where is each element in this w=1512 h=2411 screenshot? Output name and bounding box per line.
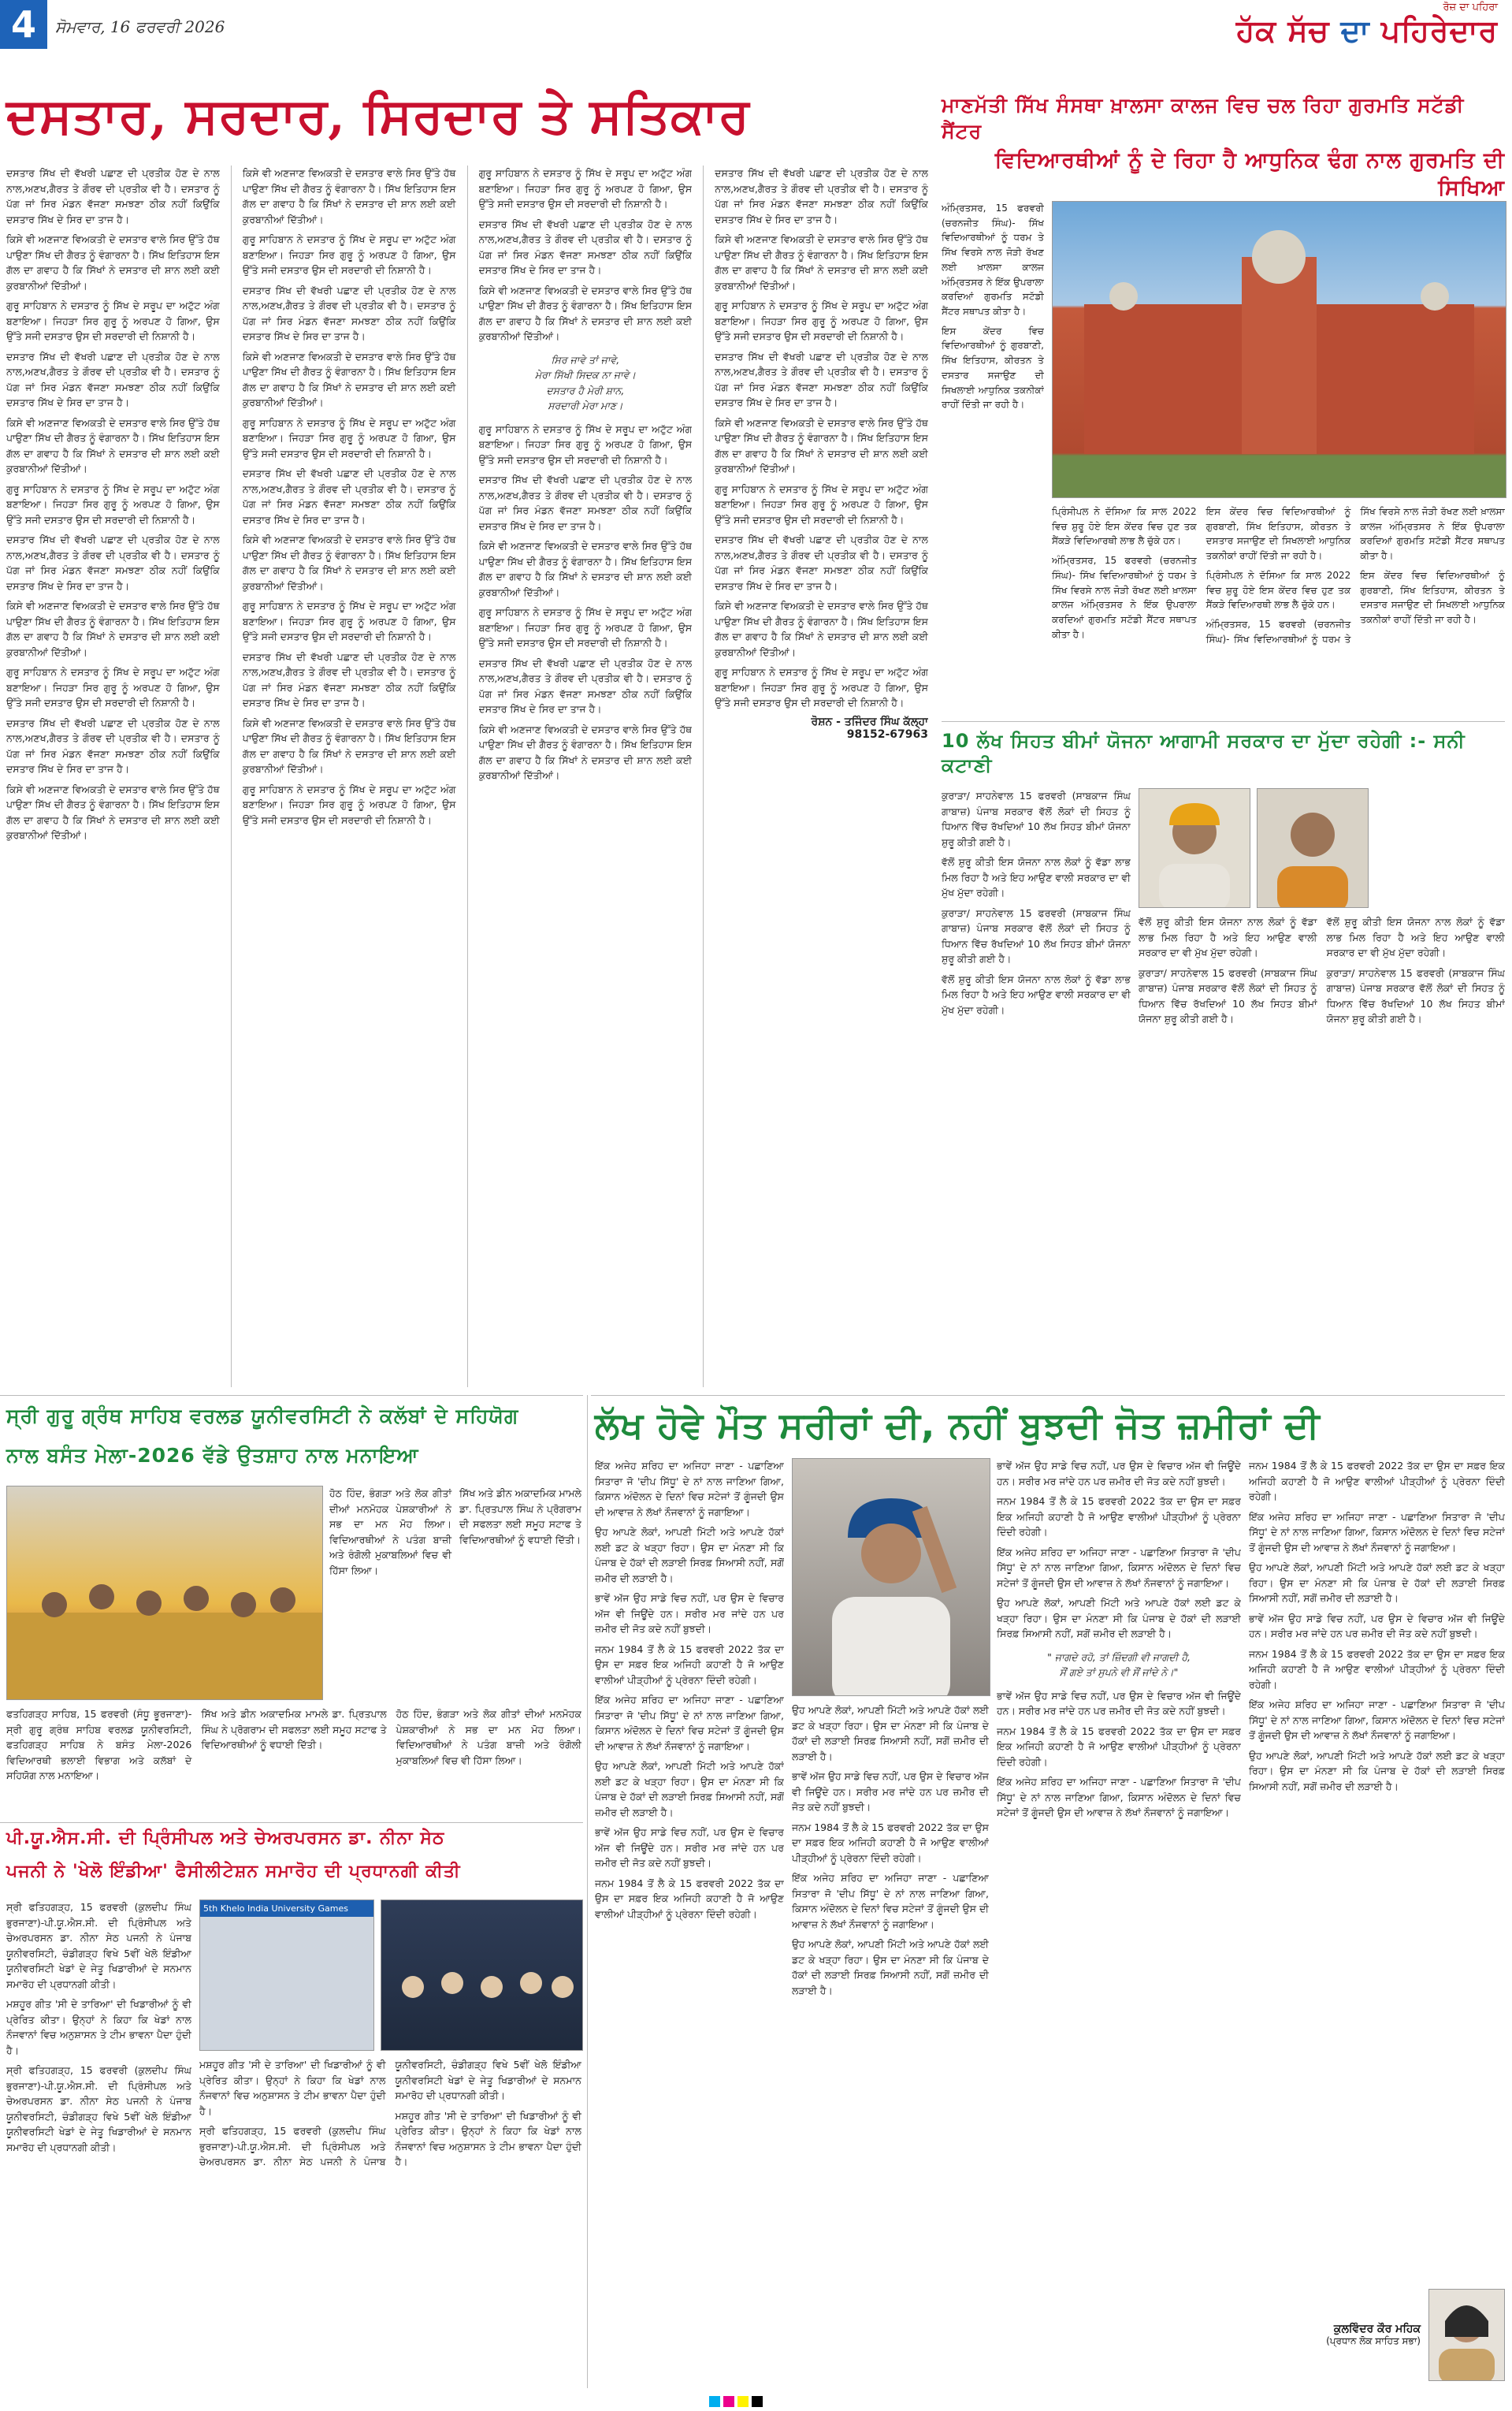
article6-col-1 (595, 1458, 784, 2388)
article6-para: ਇੱਕ ਅਜੇਹ ਸ਼ਰਿਹ ਦਾ ਅਜਿਹਾ ਜਾਣਾ - ਪਛਾਣਿਆ ਸਿਤਾਰਾ ਜੋ 'ਦੀਪ ਸਿੱਧੂ' ਦੇ ਨਾਂ ਨਾਲ ਜਾਣਿਆ ਗਿਆ, ਕਿਸਾਨ ਅੰਦੋਲਨ ਦੇ ਦਿਨਾਂ ਵਿਚ ਸਟੇਜਾਂ ਤੋਂ ਗੂੰਜਦੀ ਉਸ ਦੀ ਆਵਾਜ਼ ਨੇ ਲੱਖਾਂ ਨੌਜਵਾਨਾਂ ਨੂੰ ਜਗਾਇਆ। (792, 1872, 989, 1930)
article1-para: ਕਿਸੇ ਵੀ ਅਣਜਾਣ ਵਿਅਕਤੀ ਦੇ ਦਸਤਾਰ ਵਾਲੇ ਸਿਰ ਉੱਤੇ ਹੱਥ ਪਾਉਣਾ ਸਿੱਖ ਦੀ ਗੈਰਤ ਨੂੰ ਵੰਗਾਰਨਾ ਹੈ। ਸਿੱਖ ਇਤਿਹਾਸ ਇਸ ਗੱਲ ਦਾ ਗਵਾਹ ਹੈ ਕਿ ਸਿੱਖਾਂ ਨੇ ਦਸਤਾਰ ਦੀ ਸ਼ਾਨ ਲਈ ਕਈ ਕੁਰਬਾਨੀਆਂ ਦਿੱਤੀਆਂ। (6, 233, 220, 292)
group-photo-icon (381, 1900, 582, 2050)
article6-col-4 (1249, 1458, 1505, 2278)
article1-para: ਗੁਰੂ ਸਾਹਿਬਾਨ ਨੇ ਦਸਤਾਰ ਨੂੰ ਸਿੱਖ ਦੇ ਸਰੂਪ ਦਾ ਅਟੁੱਟ ਅੰਗ ਬਣਾਇਆ। ਜਿਹੜਾ ਸਿਰ ਗੁਰੂ ਨੂੰ ਅਰਪਣ ਹੋ ਗਿਆ, ਉਸ ਉੱਤੇ ਸਜੀ ਦਸਤਾਰ ਉਸ ਦੀ ਸਰਦਾਰੀ ਦੀ ਨਿਸ਼ਾਨੀ ਹੈ। (6, 482, 220, 526)
poem-line: ਸਿਰ ਜਾਵੇ ਤਾਂ ਜਾਵੇ, (551, 353, 620, 366)
page-number: 4 (0, 0, 47, 49)
article6-para: ਇੱਕ ਅਜੇਹ ਸ਼ਰਿਹ ਦਾ ਅਜਿਹਾ ਜਾਣਾ - ਪਛਾਣਿਆ ਸਿਤਾਰਾ ਜੋ 'ਦੀਪ ਸਿੱਧੂ' ਦੇ ਨਾਂ ਨਾਲ ਜਾਣਿਆ ਗਿਆ, ਕਿਸਾਨ ਅੰਦੋਲਨ ਦੇ ਦਿਨਾਂ ਵਿਚ ਸਟੇਜਾਂ ਤੋਂ ਗੂੰਜਦੀ ਉਸ ਦੀ ਆਵਾਜ਼ ਨੇ ਲੱਖਾਂ ਨੌਜਵਾਨਾਂ ਨੂੰ ਜਗਾਇਆ। (595, 1460, 784, 1518)
article6-para: ਭਾਵੇਂ ਅੱਜ ਉਹ ਸਾਡੇ ਵਿਚ ਨਹੀਂ, ਪਰ ਉਸ ਦੇ ਵਿਚਾਰ ਅੱਜ ਵੀ ਜਿਊਂਦੇ ਹਨ। ਸਰੀਰ ਮਰ ਜਾਂਦੇ ਹਨ ਪਰ ਜ਼ਮੀਰ ਦੀ ਜੋਤ ਕਦੇ ਨਹੀਂ ਬੁਝਦੀ। (997, 1460, 1241, 1487)
article1-col-1 (6, 166, 220, 1387)
article3-para: ਵੱਲੋਂ ਸ਼ੁਰੂ ਕੀਤੀ ਇਸ ਯੋਜਨਾ ਨਾਲ ਲੋਕਾਂ ਨੂੰ ਵੱਡਾ ਲਾਭ ਮਿਲ ਰਿਹਾ ਹੈ ਅਤੇ ਇਹ ਆਉਣ ਵਾਲੀ ਸਰਕਾਰ ਦਾ ਵੀ ਮੁੱਖ ਮੁੱਦਾ ਰਹੇਗੀ। (942, 856, 1131, 899)
article6-para: ਜਨਮ 1984 ਤੋਂ ਲੈ ਕੇ 15 ਫਰਵਰੀ 2022 ਤੱਕ ਦਾ ਉਸ ਦਾ ਸਫ਼ਰ ਇਕ ਅਜਿਹੀ ਕਹਾਣੀ ਹੈ ਜੋ ਆਉਣ ਵਾਲੀਆਂ ਪੀੜ੍ਹੀਆਂ ਨੂੰ ਪ੍ਰੇਰਨਾ ਦਿੰਦੀ ਰਹੇਗੀ। (997, 1725, 1241, 1768)
article2-headline-2: ਵਿਦਿਆਰਥੀਆਂ ਨੂੰ ਦੇ ਰਿਹਾ ਹੈ ਆਧੁਨਿਕ ਢੰਗ ਨਾਲ ਗੁਰਮਤਿ ਦੀ ਸਿਖਿਆ (994, 148, 1505, 201)
article3-para: ਕੁਰਾੜਾ/ ਸਾਹਨੇਵਾਲ 15 ਫਰਵਰੀ (ਸਾਬਕਾਜ ਸਿੰਘ ਗਾਬਾਜ਼) ਪੰਜਾਬ ਸਰਕਾਰ ਵੱਲੋਂ ਲੋਕਾਂ ਦੀ ਸਿਹਤ ਨੂੰ ਧਿਆਨ ਵਿੱਚ ਰੱਖਦਿਆਂ 10 ਲੱਖ ਸਿਹਤ ਬੀਮਾਂ ਯੋਜਨਾ ਸ਼ੁਰੂ ਕੀਤੀ ਗਈ ਹੈ। (942, 790, 1131, 848)
masthead-part-a: ਹੱਕ ਸੱਚ (1235, 13, 1341, 48)
poem-line: ਦਸਤਾਰ ਹੈ ਮੇਰੀ ਸ਼ਾਨ, (546, 384, 625, 396)
poem-line: ਸਰਦਾਰੀ ਮੇਰਾ ਮਾਣ। (548, 400, 623, 411)
article6-para: ਭਾਵੇਂ ਅੱਜ ਉਹ ਸਾਡੇ ਵਿਚ ਨਹੀਂ, ਪਰ ਉਸ ਦੇ ਵਿਚਾਰ ਅੱਜ ਵੀ ਜਿਊਂਦੇ ਹਨ। ਸਰੀਰ ਮਰ ਜਾਂਦੇ ਹਨ ਪਰ ਜ਼ਮੀਰ ਦੀ ਜੋਤ ਕਦੇ ਨਹੀਂ ਬੁਝਦੀ। (1249, 1612, 1505, 1639)
person-icon (1429, 2290, 1504, 2380)
black-swatch (752, 2396, 763, 2407)
article1-para: ਦਸਤਾਰ ਸਿੱਖ ਦੀ ਵੱਖਰੀ ਪਛਾਣ ਦੀ ਪ੍ਰਤੀਕ ਹੋਣ ਦੇ ਨਾਲ ਨਾਲ,ਅਣਖ,ਗੈਰਤ ਤੇ ਗੌਰਵ ਦੀ ਪ੍ਰਤੀਕ ਵੀ ਹੈ। ਦਸਤਾਰ ਨੂੰ ਪੱਗ ਜਾਂ ਸਿਰ ਮੰਡਨ ਵੱਜਣਾ ਸਮਝਣਾ ਠੀਕ ਨਹੀਂ ਕਿਉਂਕਿ ਦਸਤਾਰ ਸਿੱਖ ਦੇ ਸਿਰ ਦਾ ਤਾਜ ਹੈ। (242, 284, 456, 342)
article6-para: ਉਹ ਆਪਣੇ ਲੋਕਾਂ, ਆਪਣੀ ਮਿੱਟੀ ਅਤੇ ਆਪਣੇ ਹੱਕਾਂ ਲਈ ਡਟ ਕੇ ਖੜ੍ਹਾ ਰਿਹਾ। ਉਸ ਦਾ ਮੰਨਣਾ ਸੀ ਕਿ ਪੰਜਾਬ ਦੇ ਹੱਕਾਂ ਦੀ ਲੜਾਈ ਸਿਰਫ਼ ਸਿਆਸੀ ਨਹੀਂ, ਸਗੋਂ ਜ਼ਮੀਰ ਦੀ ਲੜਾਈ ਹੈ। (792, 1938, 989, 1996)
article6-para: ਉਹ ਆਪਣੇ ਲੋਕਾਂ, ਆਪਣੀ ਮਿੱਟੀ ਅਤੇ ਆਪਣੇ ਹੱਕਾਂ ਲਈ ਡਟ ਕੇ ਖੜ੍ਹਾ ਰਿਹਾ। ਉਸ ਦਾ ਮੰਨਣਾ ਸੀ ਕਿ ਪੰਜਾਬ ਦੇ ਹੱਕਾਂ ਦੀ ਲੜਾਈ ਸਿਰਫ਼ ਸਿਆਸੀ ਨਹੀਂ, ਸਗੋਂ ਜ਼ਮੀਰ ਦੀ ਲੜਾਈ ਹੈ। (1249, 1749, 1505, 1792)
article1-para: ਕਿਸੇ ਵੀ ਅਣਜਾਣ ਵਿਅਕਤੀ ਦੇ ਦਸਤਾਰ ਵਾਲੇ ਸਿਰ ਉੱਤੇ ਹੱਥ ਪਾਉਣਾ ਸਿੱਖ ਦੀ ਗੈਰਤ ਨੂੰ ਵੰਗਾਰਨਾ ਹੈ। ਸਿੱਖ ਇਤਿਹਾਸ ਇਸ ਗੱਲ ਦਾ ਗਵਾਹ ਹੈ ਕਿ ਸਿੱਖਾਂ ਨੇ ਦਸਤਾਰ ਦੀ ਸ਼ਾਨ ਲਈ ਕਈ ਕੁਰਬਾਨੀਆਂ ਦਿੱਤੀਆਂ। (478, 723, 693, 781)
quote-line: " ਜਾਗਦੇ ਰਹੋ, ਤਾਂ ਜ਼ਿੰਦਗੀ ਵੀ ਜਾਗਦੀ ਹੈ, (1047, 1650, 1191, 1663)
article6-para: ਇੱਕ ਅਜੇਹ ਸ਼ਰਿਹ ਦਾ ਅਜਿਹਾ ਜਾਣਾ - ਪਛਾਣਿਆ ਸਿਤਾਰਾ ਜੋ 'ਦੀਪ ਸਿੱਧੂ' ਦੇ ਨਾਂ ਨਾਲ ਜਾਣਿਆ ਗਿਆ, ਕਿਸਾਨ ਅੰਦੋਲਨ ਦੇ ਦਿਨਾਂ ਵਿਚ ਸਟੇਜਾਂ ਤੋਂ ਗੂੰਜਦੀ ਉਸ ਦੀ ਆਵਾਜ਼ ਨੇ ਲੱਖਾਂ ਨੌਜਵਾਨਾਂ ਨੂੰ ਜਗਾਇਆ। (997, 1776, 1241, 1818)
article4-col-bottom (6, 1706, 581, 1817)
article5-para: ਸ੍ਰੀ ਫਤਿਹਗੜ੍ਹ, 15 ਫਰਵਰੀ (ਕੁਲਦੀਪ ਸਿੰਘ ਭੁਰਜਾਣਾ)-ਪੀ.ਯੂ.ਐਸ.ਸੀ. ਦੀ ਪ੍ਰਿੰਸੀਪਲ ਅਤੇ ਚੇਅਰਪਰਸਨ ਡਾ. ਨੀਨਾ ਸੇਠ ਪਜਨੀ ਨੇ ਪੰਜਾਬ ਯੂਨੀਵਰਸਿਟੀ, ਚੰਡੀਗੜ੍ਹ ਵਿਖੇ 5ਵੀਂ ਖੇਲੋ ਇੰਡੀਆ ਯੂਨੀਵਰਸਿਟੀ ਖੇਡਾਂ ਦੇ ਜੇਤੂ ਖਿਡਾਰੀਆਂ ਦੇ ਸਨਮਾਨ ਸਮਾਰੋਹ ਦੀ ਪ੍ਰਧਾਨਗੀ ਕੀਤੀ। (199, 2059, 581, 2167)
article6-col-2 (792, 1702, 989, 2388)
article1-para: ਗੁਰੂ ਸਾਹਿਬਾਨ ਨੇ ਦਸਤਾਰ ਨੂੰ ਸਿੱਖ ਦੇ ਸਰੂਪ ਦਾ ਅਟੁੱਟ ਅੰਗ ਬਣਾਇਆ। ਜਿਹੜਾ ਸਿਰ ਗੁਰੂ ਨੂੰ ਅਰਪਣ ਹੋ ਗਿਆ, ਉਸ ਉੱਤੇ ਸਜੀ ਦਸਤਾਰ ਉਸ ਦੀ ਸਰਦਾਰੀ ਦੀ ਨਿਸ਼ਾਨੀ ਹੈ। (478, 167, 693, 210)
khalsa-college-photo (1052, 201, 1506, 498)
person-icon (1139, 789, 1250, 907)
group-photo-icon (7, 1486, 322, 1699)
basant-mela-photo (6, 1486, 323, 1700)
column-divider (467, 166, 468, 1387)
article5-headline-1: ਪੀ.ਯੂ.ਐਸ.ਸੀ. ਦੀ ਪ੍ਰਿੰਸੀਪਲ ਅਤੇ ਚੇਅਰਪਰਸਨ ਡਾ. ਨੀਨਾ ਸੇਠ (6, 1829, 445, 1848)
article1-para: ਗੁਰੂ ਸਾਹਿਬਾਨ ਨੇ ਦਸਤਾਰ ਨੂੰ ਸਿੱਖ ਦੇ ਸਰੂਪ ਦਾ ਅਟੁੱਟ ਅੰਗ ਬਣਾਇਆ। ਜਿਹੜਾ ਸਿਰ ਗੁਰੂ ਨੂੰ ਅਰਪਣ ਹੋ ਗਿਆ, ਉਸ ਉੱਤੇ ਸਜੀ ਦਸਤਾਰ ਉਸ ਦੀ ਸਰਦਾਰੀ ਦੀ ਨਿਸ਼ਾਨੀ ਹੈ। (242, 600, 456, 642)
article2-para: ਅੰਮ੍ਰਿਤਸਰ, 15 ਫਰਵਰੀ (ਚਰਨਜੀਤ ਸਿੰਘ)- ਸਿੱਖ ਵਿਦਿਆਰਥੀਆਂ ਨੂੰ ਧਰਮ ਤੇ ਸਿੱਖ ਵਿਰਸੇ ਨਾਲ ਜੋੜੀ ਰੱਖਣ ਲਈ ਖ਼ਾਲਸਾ ਕਾਲਜ ਅੰਮ੍ਰਿਤਸਰ ਨੇ ਇੱਕ ਉਪਰਾਲਾ ਕਰਦਿਆਂ ਗੁਰਮਤਿ ਸਟੱਡੀ ਸੈਂਟਰ ਸਥਾਪਤ ਕੀਤਾ ਹੈ। (1206, 506, 1505, 645)
masthead-title (1236, 13, 1498, 49)
article4-headline-1: ਸ੍ਰੀ ਗੁਰੂ ਗ੍ਰੰਥ ਸਾਹਿਬ ਵਰਲਡ ਯੂਨੀਵਰਸਿਟੀ ਨੇ ਕਲੱਬਾਂ ਦੇ ਸਹਿਯੋਗ (6, 1405, 519, 1427)
article1-para: ਗੁਰੂ ਸਾਹਿਬਾਨ ਨੇ ਦਸਤਾਰ ਨੂੰ ਸਿੱਖ ਦੇ ਸਰੂਪ ਦਾ ਅਟੁੱਟ ਅੰਗ ਬਣਾਇਆ। ਜਿਹੜਾ ਸਿਰ ਗੁਰੂ ਨੂੰ ਅਰਪਣ ਹੋ ਗਿਆ, ਉਸ ਉੱਤੇ ਸਜੀ ਦਸਤਾਰ ਉਸ ਦੀ ਸਰਦਾਰੀ ਦੀ ਨਿਸ਼ਾਨੀ ਹੈ। (478, 606, 693, 649)
column-divider (587, 1395, 588, 2388)
article1-para: ਦਸਤਾਰ ਸਿੱਖ ਦੀ ਵੱਖਰੀ ਪਛਾਣ ਦੀ ਪ੍ਰਤੀਕ ਹੋਣ ਦੇ ਨਾਲ ਨਾਲ,ਅਣਖ,ਗੈਰਤ ਤੇ ਗੌਰਵ ਦੀ ਪ੍ਰਤੀਕ ਵੀ ਹੈ। ਦਸਤਾਰ ਨੂੰ ਪੱਗ ਜਾਂ ਸਿਰ ਮੰਡਨ ਵੱਜਣਾ ਸਮਝਣਾ ਠੀਕ ਨਹੀਂ ਕਿਉਂਕਿ ਦਸਤਾਰ ਸਿੱਖ ਦੇ ਸਿਰ ਦਾ ਤਾਜ ਹੈ। (478, 657, 693, 715)
article2-lower (1052, 504, 1505, 713)
article1-para: ਗੁਰੂ ਸਾਹਿਬਾਨ ਨੇ ਦਸਤਾਰ ਨੂੰ ਸਿੱਖ ਦੇ ਸਰੂਪ ਦਾ ਅਟੁੱਟ ਅੰਗ ਬਣਾਇਆ। ਜਿਹੜਾ ਸਿਰ ਗੁਰੂ ਨੂੰ ਅਰਪਣ ਹੋ ਗਿਆ, ਉਸ ਉੱਤੇ ਸਜੀ ਦਸਤਾਰ ਉਸ ਦੀ ਸਰਦਾਰੀ ਦੀ ਨਿਸ਼ਾਨੀ ਹੈ। (242, 233, 456, 276)
article3-para: ਕੁਰਾੜਾ/ ਸਾਹਨੇਵਾਲ 15 ਫਰਵਰੀ (ਸਾਬਕਾਜ ਸਿੰਘ ਗਾਬਾਜ਼) ਪੰਜਾਬ ਸਰਕਾਰ ਵੱਲੋਂ ਲੋਕਾਂ ਦੀ ਸਿਹਤ ਨੂੰ ਧਿਆਨ ਵਿੱਚ ਰੱਖਦਿਆਂ 10 ਲੱਖ ਸਿਹਤ ਬੀਮਾਂ ਯੋਜਨਾ ਸ਼ੁਰੂ ਕੀਤੀ ਗਈ ਹੈ। (942, 906, 1131, 965)
article6-para: ਉਹ ਆਪਣੇ ਲੋਕਾਂ, ਆਪਣੀ ਮਿੱਟੀ ਅਤੇ ਆਪਣੇ ਹੱਕਾਂ ਲਈ ਡਟ ਕੇ ਖੜ੍ਹਾ ਰਿਹਾ। ਉਸ ਦਾ ਮੰਨਣਾ ਸੀ ਕਿ ਪੰਜਾਬ ਦੇ ਹੱਕਾਂ ਦੀ ਲੜਾਈ ਸਿਰਫ਼ ਸਿਆਸੀ ਨਹੀਂ, ਸਗੋਂ ਜ਼ਮੀਰ ਦੀ ਲੜਾਈ ਹੈ। (792, 1704, 989, 1762)
article1-para: ਦਸਤਾਰ ਸਿੱਖ ਦੀ ਵੱਖਰੀ ਪਛਾਣ ਦੀ ਪ੍ਰਤੀਕ ਹੋਣ ਦੇ ਨਾਲ ਨਾਲ,ਅਣਖ,ਗੈਰਤ ਤੇ ਗੌਰਵ ਦੀ ਪ੍ਰਤੀਕ ਵੀ ਹੈ। ਦਸਤਾਰ ਨੂੰ ਪੱਗ ਜਾਂ ਸਿਰ ਮੰਡਨ ਵੱਜਣਾ ਸਮਝਣਾ ਠੀਕ ਨਹੀਂ ਕਿਉਂਕਿ ਦਸਤਾਰ ਸਿੱਖ ਦੇ ਸਿਰ ਦਾ ਤਾਜ ਹੈ। (478, 474, 693, 532)
article6-author: ਕੁਲਵਿੰਦਰ ਕੌਰ ਮਹਿਕ (1333, 2323, 1421, 2335)
masthead-part-c: ਪਹਿਰੇਦਾਰ (1369, 13, 1498, 48)
article5-para: ਮਸ਼ਹੂਰ ਗੀਤ 'ਸੀ ਦੇ ਤਾਰਿਆ' ਦੀ ਖਿਡਾਰੀਆਂ ਨੂੰ ਵੀ ਪ੍ਰੇਰਿਤ ਕੀਤਾ। ਉਨ੍ਹਾਂ ਨੇ ਕਿਹਾ ਕਿ ਖੇਡਾਂ ਨਾਲ ਨੌਜਵਾਨਾਂ ਵਿਚ ਅਨੁਸ਼ਾਸਨ ਤੇ ਟੀਮ ਭਾਵਨਾ ਪੈਦਾ ਹੁੰਦੀ ਹੈ। (395, 2109, 581, 2167)
article5-para: ਸ੍ਰੀ ਫਤਿਹਗੜ੍ਹ, 15 ਫਰਵਰੀ (ਕੁਲਦੀਪ ਸਿੰਘ ਭੁਰਜਾਣਾ)-ਪੀ.ਯੂ.ਐਸ.ਸੀ. ਦੀ ਪ੍ਰਿੰਸੀਪਲ ਅਤੇ ਚੇਅਰਪਰਸਨ ਡਾ. ਨੀਨਾ ਸੇਠ ਪਜਨੀ ਨੇ ਪੰਜਾਬ ਯੂਨੀਵਰਸਿਟੀ, ਚੰਡੀਗੜ੍ਹ ਵਿਖੇ 5ਵੀਂ ਖੇਲੋ ਇੰਡੀਆ ਯੂਨੀਵਰਸਿਟੀ ਖੇਡਾਂ ਦੇ ਜੇਤੂ ਖਿਡਾਰੀਆਂ ਦੇ ਸਨਮਾਨ ਸਮਾਰੋਹ ਦੀ ਪ੍ਰਧਾਨਗੀ ਕੀਤੀ। (6, 2064, 191, 2153)
article1-para: ਕਿਸੇ ਵੀ ਅਣਜਾਣ ਵਿਅਕਤੀ ਦੇ ਦਸਤਾਰ ਵਾਲੇ ਸਿਰ ਉੱਤੇ ਹੱਥ ਪਾਉਣਾ ਸਿੱਖ ਦੀ ਗੈਰਤ ਨੂੰ ਵੰਗਾਰਨਾ ਹੈ। ਸਿੱਖ ਇਤਿਹਾਸ ਇਸ ਗੱਲ ਦਾ ਗਵਾਹ ਹੈ ਕਿ ਸਿੱਖਾਂ ਨੇ ਦਸਤਾਰ ਦੀ ਸ਼ਾਨ ਲਈ ਕਈ ਕੁਰਬਾਨੀਆਂ ਦਿੱਤੀਆਂ। (478, 284, 693, 342)
article6-para: ਇੱਕ ਅਜੇਹ ਸ਼ਰਿਹ ਦਾ ਅਜਿਹਾ ਜਾਣਾ - ਪਛਾਣਿਆ ਸਿਤਾਰਾ ਜੋ 'ਦੀਪ ਸਿੱਧੂ' ਦੇ ਨਾਂ ਨਾਲ ਜਾਣਿਆ ਗਿਆ, ਕਿਸਾਨ ਅੰਦੋਲਨ ਦੇ ਦਿਨਾਂ ਵਿਚ ਸਟੇਜਾਂ ਤੋਂ ਗੂੰਜਦੀ ਉਸ ਦੀ ਆਵਾਜ਼ ਨੇ ਲੱਖਾਂ ਨੌਜਵਾਨਾਂ ਨੂੰ ਜਗਾਇਆ। (1249, 1510, 1505, 1553)
article1-para: ਕਿਸੇ ਵੀ ਅਣਜਾਣ ਵਿਅਕਤੀ ਦੇ ਦਸਤਾਰ ਵਾਲੇ ਸਿਰ ਉੱਤੇ ਹੱਥ ਪਾਉਣਾ ਸਿੱਖ ਦੀ ਗੈਰਤ ਨੂੰ ਵੰਗਾਰਨਾ ਹੈ। ਸਿੱਖ ਇਤਿਹਾਸ ਇਸ ਗੱਲ ਦਾ ਗਵਾਹ ਹੈ ਕਿ ਸਿੱਖਾਂ ਨੇ ਦਸਤਾਰ ਦੀ ਸ਼ਾਨ ਲਈ ਕਈ ਕੁਰਬਾਨੀਆਂ ਦਿੱਤੀਆਂ। (242, 716, 456, 775)
article6-para: ਜਨਮ 1984 ਤੋਂ ਲੈ ਕੇ 15 ਫਰਵਰੀ 2022 ਤੱਕ ਦਾ ਉਸ ਦਾ ਸਫ਼ਰ ਇਕ ਅਜਿਹੀ ਕਹਾਣੀ ਹੈ ਜੋ ਆਉਣ ਵਾਲੀਆਂ ਪੀੜ੍ਹੀਆਂ ਨੂੰ ਪ੍ਰੇਰਨਾ ਦਿੰਦੀ ਰਹੇਗੀ। (997, 1495, 1241, 1538)
article4-para: ਫਤਹਿਗੜ੍ਹ ਸਾਹਿਬ, 15 ਫਰਵਰੀ (ਸੰਧੂ ਭੂਰਜਾਣਾ)-ਸ੍ਰੀ ਗੁਰੂ ਗ੍ਰੰਥ ਸਾਹਿਬ ਵਰਲਡ ਯੂਨੀਵਰਸਿਟੀ, ਫਤਹਿਗੜ੍ਹ ਸਾਹਿਬ ਨੇ ਬਸੰਤ ਮੇਲਾ-2026 ਵਿਦਿਆਰਥੀ ਭਲਾਈ ਵਿਭਾਗ ਅਤੇ ਕਲੱਬਾਂ ਦੇ ਸਹਿਯੋਗ ਨਾਲ ਮਨਾਇਆ। (6, 1708, 192, 1781)
article1-para: ਗੁਰੂ ਸਾਹਿਬਾਨ ਨੇ ਦਸਤਾਰ ਨੂੰ ਸਿੱਖ ਦੇ ਸਰੂਪ ਦਾ ਅਟੁੱਟ ਅੰਗ ਬਣਾਇਆ। ਜਿਹੜਾ ਸਿਰ ਗੁਰੂ ਨੂੰ ਅਰਪਣ ਹੋ ਗਿਆ, ਉਸ ਉੱਤੇ ਸਜੀ ਦਸਤਾਰ ਉਸ ਦੀ ਸਰਦਾਰੀ ਦੀ ਨਿਸ਼ਾਨੀ ਹੈ। (715, 300, 928, 342)
article1-para: ਕਿਸੇ ਵੀ ਅਣਜਾਣ ਵਿਅਕਤੀ ਦੇ ਦਸਤਾਰ ਵਾਲੇ ਸਿਰ ਉੱਤੇ ਹੱਥ ਪਾਉਣਾ ਸਿੱਖ ਦੀ ਗੈਰਤ ਨੂੰ ਵੰਗਾਰਨਾ ਹੈ। ਸਿੱਖ ਇਤਿਹਾਸ ਇਸ ਗੱਲ ਦਾ ਗਵਾਹ ਹੈ ਕਿ ਸਿੱਖਾਂ ਨੇ ਦਸਤਾਰ ਦੀ ਸ਼ਾਨ ਲਈ ਕਈ ਕੁਰਬਾਨੀਆਂ ਦਿੱਤੀਆਂ। (6, 416, 220, 474)
issue-date: ਸੋਮਵਾਰ, 16 ਫਰਵਰੀ 2026 (55, 17, 225, 36)
person-icon (1258, 789, 1368, 907)
article5-para: ਮਸ਼ਹੂਰ ਗੀਤ 'ਸੀ ਦੇ ਤਾਰਿਆ' ਦੀ ਖਿਡਾਰੀਆਂ ਨੂੰ ਵੀ ਪ੍ਰੇਰਿਤ ਕੀਤਾ। ਉਨ੍ਹਾਂ ਨੇ ਕਿਹਾ ਕਿ ਖੇਡਾਂ ਨਾਲ ਨੌਜਵਾਨਾਂ ਵਿਚ ਅਨੁਸ਼ਾਸਨ ਤੇ ਟੀਮ ਭਾਵਨਾ ਪੈਦਾ ਹੁੰਦੀ ਹੈ। (199, 2059, 386, 2117)
article5-para: ਮਸ਼ਹੂਰ ਗੀਤ 'ਸੀ ਦੇ ਤਾਰਿਆ' ਦੀ ਖਿਡਾਰੀਆਂ ਨੂੰ ਵੀ ਪ੍ਰੇਰਿਤ ਕੀਤਾ। ਉਨ੍ਹਾਂ ਨੇ ਕਿਹਾ ਕਿ ਖੇਡਾਂ ਨਾਲ ਨੌਜਵਾਨਾਂ ਵਿਚ ਅਨੁਸ਼ਾਸਨ ਤੇ ਟੀਮ ਭਾਵਨਾ ਪੈਦਾ ਹੁੰਦੀ ਹੈ। (6, 1998, 191, 2056)
article4-headline-2: ਨਾਲ ਬਸੰਤ ਮੇਲਾ-2026 ਵੱਡੇ ਉਤਸ਼ਾਹ ਨਾਲ ਮਨਾਇਆ (6, 1444, 419, 1467)
article6-para: ਜਨਮ 1984 ਤੋਂ ਲੈ ਕੇ 15 ਫਰਵਰੀ 2022 ਤੱਕ ਦਾ ਉਸ ਦਾ ਸਫ਼ਰ ਇਕ ਅਜਿਹੀ ਕਹਾਣੀ ਹੈ ਜੋ ਆਉਣ ਵਾਲੀਆਂ ਪੀੜ੍ਹੀਆਂ ਨੂੰ ਪ੍ਰੇਰਨਾ ਦਿੰਦੀ ਰਹੇਗੀ। (792, 1821, 989, 1864)
article4-col-right (329, 1486, 581, 1698)
person-icon (793, 1459, 990, 1695)
article6-para: ਜਨਮ 1984 ਤੋਂ ਲੈ ਕੇ 15 ਫਰਵਰੀ 2022 ਤੱਕ ਦਾ ਉਸ ਦਾ ਸਫ਼ਰ ਇਕ ਅਜਿਹੀ ਕਹਾਣੀ ਹੈ ਜੋ ਆਉਣ ਵਾਲੀਆਂ ਪੀੜ੍ਹੀਆਂ ਨੂੰ ਪ੍ਰੇਰਨਾ ਦਿੰਦੀ ਰਹੇਗੀ। (1249, 1647, 1505, 1691)
article1-para: ਦਸਤਾਰ ਸਿੱਖ ਦੀ ਵੱਖਰੀ ਪਛਾਣ ਦੀ ਪ੍ਰਤੀਕ ਹੋਣ ਦੇ ਨਾਲ ਨਾਲ,ਅਣਖ,ਗੈਰਤ ਤੇ ਗੌਰਵ ਦੀ ਪ੍ਰਤੀਕ ਵੀ ਹੈ। ਦਸਤਾਰ ਨੂੰ ਪੱਗ ਜਾਂ ਸਿਰ ਮੰਡਨ ਵੱਜਣਾ ਸਮਝਣਾ ਠੀਕ ਨਹੀਂ ਕਿਉਂਕਿ ਦਸਤਾਰ ਸਿੱਖ ਦੇ ਸਿਰ ਦਾ ਤਾਜ ਹੈ। (242, 467, 456, 526)
article1-col-3 (479, 166, 693, 1387)
masthead (1236, 2, 1498, 49)
khelo-india-photo-2 (381, 1899, 583, 2051)
article6-col-3 (997, 1458, 1241, 2388)
print-color-marks (709, 2396, 763, 2407)
article1-para: ਕਿਸੇ ਵੀ ਅਣਜਾਣ ਵਿਅਕਤੀ ਦੇ ਦਸਤਾਰ ਵਾਲੇ ਸਿਰ ਉੱਤੇ ਹੱਥ ਪਾਉਣਾ ਸਿੱਖ ਦੀ ਗੈਰਤ ਨੂੰ ਵੰਗਾਰਨਾ ਹੈ। ਸਿੱਖ ਇਤਿਹਾਸ ਇਸ ਗੱਲ ਦਾ ਗਵਾਹ ਹੈ ਕਿ ਸਿੱਖਾਂ ਨੇ ਦਸਤਾਰ ਦੀ ਸ਼ਾਨ ਲਈ ਕਈ ਕੁਰਬਾਨੀਆਂ ਦਿੱਤੀਆਂ। (478, 540, 693, 598)
article1-para: ਗੁਰੂ ਸਾਹਿਬਾਨ ਨੇ ਦਸਤਾਰ ਨੂੰ ਸਿੱਖ ਦੇ ਸਰੂਪ ਦਾ ਅਟੁੱਟ ਅੰਗ ਬਣਾਇਆ। ਜਿਹੜਾ ਸਿਰ ਗੁਰੂ ਨੂੰ ਅਰਪਣ ਹੋ ਗਿਆ, ਉਸ ਉੱਤੇ ਸਜੀ ਦਸਤਾਰ ਉਸ ਦੀ ਸਰਦਾਰੀ ਦੀ ਨਿਸ਼ਾਨੀ ਹੈ। (242, 783, 456, 826)
khelo-india-photo-1 (199, 1899, 374, 2051)
article2-para: ਅੰਮ੍ਰਿਤਸਰ, 15 ਫਰਵਰੀ (ਚਰਨਜੀਤ ਸਿੰਘ)- ਸਿੱਖ ਵਿਦਿਆਰਥੀਆਂ ਨੂੰ ਧਰਮ ਤੇ ਸਿੱਖ ਵਿਰਸੇ ਨਾਲ ਜੋੜੀ ਰੱਖਣ ਲਈ ਖ਼ਾਲਸਾ ਕਾਲਜ ਅੰਮ੍ਰਿਤਸਰ ਨੇ ਇੱਕ ਉਪਰਾਲਾ ਕਰਦਿਆਂ ਗੁਰਮਤਿ ਸਟੱਡੀ ਸੈਂਟਰ ਸਥਾਪਤ ਕੀਤਾ ਹੈ। (1052, 555, 1197, 640)
article6-para: ਜਨਮ 1984 ਤੋਂ ਲੈ ਕੇ 15 ਫਰਵਰੀ 2022 ਤੱਕ ਦਾ ਉਸ ਦਾ ਸਫ਼ਰ ਇਕ ਅਜਿਹੀ ਕਹਾਣੀ ਹੈ ਜੋ ਆਉਣ ਵਾਲੀਆਂ ਪੀੜ੍ਹੀਆਂ ਨੂੰ ਪ੍ਰੇਰਨਾ ਦਿੰਦੀ ਰਹੇਗੀ। (595, 1877, 784, 1920)
article6-para: ਜਨਮ 1984 ਤੋਂ ਲੈ ਕੇ 15 ਫਰਵਰੀ 2022 ਤੱਕ ਦਾ ਉਸ ਦਾ ਸਫ਼ਰ ਇਕ ਅਜਿਹੀ ਕਹਾਣੀ ਹੈ ਜੋ ਆਉਣ ਵਾਲੀਆਂ ਪੀੜ੍ਹੀਆਂ ਨੂੰ ਪ੍ਰੇਰਨਾ ਦਿੰਦੀ ਰਹੇਗੀ। (1249, 1460, 1505, 1502)
article1-body-wrap (6, 166, 928, 1387)
article5-headline-2: ਪਜਨੀ ਨੇ 'ਖੇਲੋ ਇੰਡੀਆ' ਫੈਸੀਲੀਟੇਸ਼ਨ ਸਮਾਰੋਹ ਦੀ ਪ੍ਰਧਾਨਗੀ ਕੀਤੀ (6, 1862, 461, 1881)
article6-para: ਇੱਕ ਅਜੇਹ ਸ਼ਰਿਹ ਦਾ ਅਜਿਹਾ ਜਾਣਾ - ਪਛਾਣਿਆ ਸਿਤਾਰਾ ਜੋ 'ਦੀਪ ਸਿੱਧੂ' ਦੇ ਨਾਂ ਨਾਲ ਜਾਣਿਆ ਗਿਆ, ਕਿਸਾਨ ਅੰਦੋਲਨ ਦੇ ਦਿਨਾਂ ਵਿਚ ਸਟੇਜਾਂ ਤੋਂ ਗੂੰਜਦੀ ਉਸ ਦੀ ਆਵਾਜ਼ ਨੇ ਲੱਖਾਂ ਨੌਜਵਾਨਾਂ ਨੂੰ ਜਗਾਇਆ। (1249, 1698, 1505, 1741)
article1-para: ਕਿਸੇ ਵੀ ਅਣਜਾਣ ਵਿਅਕਤੀ ਦੇ ਦਸਤਾਰ ਵਾਲੇ ਸਿਰ ਉੱਤੇ ਹੱਥ ਪਾਉਣਾ ਸਿੱਖ ਦੀ ਗੈਰਤ ਨੂੰ ਵੰਗਾਰਨਾ ਹੈ। ਸਿੱਖ ਇਤਿਹਾਸ ਇਸ ਗੱਲ ਦਾ ਗਵਾਹ ਹੈ ਕਿ ਸਿੱਖਾਂ ਨੇ ਦਸਤਾਰ ਦੀ ਸ਼ਾਨ ਲਈ ਕਈ ਕੁਰਬਾਨੀਆਂ ਦਿੱਤੀਆਂ। (715, 600, 928, 658)
article1-poem (479, 352, 693, 414)
article4-para: ਹੋਠ ਹਿੰਦ, ਭੰਗੜਾ ਅਤੇ ਲੋਕ ਗੀਤਾਂ ਦੀਆਂ ਮਨਮੋਹਕ ਪੇਸ਼ਕਾਰੀਆਂ ਨੇ ਸਭ ਦਾ ਮਨ ਮੋਹ ਲਿਆ। ਵਿਦਿਆਰਥੀਆਂ ਨੇ ਪਤੰਗ ਬਾਜ਼ੀ ਅਤੇ ਰੰਗੋਲੀ ਮੁਕਾਬਲਿਆਂ ਵਿਚ ਵੀ ਹਿੱਸਾ ਲਿਆ। (329, 1487, 451, 1576)
article2-headline-1: ਮਾਣਮੱਤੀ ਸਿੱਖ ਸੰਸਥਾ ਖ਼ਾਲਸਾ ਕਾਲਜ ਵਿਚ ਚਲ ਰਿਹਾ ਗੁਰਮਤਿ ਸਟੱਡੀ ਸੈਂਟਰ (942, 94, 1465, 143)
article1-para: ਗੁਰੂ ਸਾਹਿਬਾਨ ਨੇ ਦਸਤਾਰ ਨੂੰ ਸਿੱਖ ਦੇ ਸਰੂਪ ਦਾ ਅਟੁੱਟ ਅੰਗ ਬਣਾਇਆ। ਜਿਹੜਾ ਸਿਰ ਗੁਰੂ ਨੂੰ ਅਰਪਣ ਹੋ ਗਿਆ, ਉਸ ਉੱਤੇ ਸਜੀ ਦਸਤਾਰ ਉਸ ਦੀ ਸਰਦਾਰੀ ਦੀ ਨਿਸ਼ਾਨੀ ਹੈ। (715, 666, 928, 709)
article6-para: ਉਹ ਆਪਣੇ ਲੋਕਾਂ, ਆਪਣੀ ਮਿੱਟੀ ਅਤੇ ਆਪਣੇ ਹੱਕਾਂ ਲਈ ਡਟ ਕੇ ਖੜ੍ਹਾ ਰਿਹਾ। ਉਸ ਦਾ ਮੰਨਣਾ ਸੀ ਕਿ ਪੰਜਾਬ ਦੇ ਹੱਕਾਂ ਦੀ ਲੜਾਈ ਸਿਰਫ਼ ਸਿਆਸੀ ਨਹੀਂ, ਸਗੋਂ ਜ਼ਮੀਰ ਦੀ ਲੜਾਈ ਹੈ। (997, 1597, 1241, 1639)
article3-para: ਵੱਲੋਂ ਸ਼ੁਰੂ ਕੀਤੀ ਇਸ ਯੋਜਨਾ ਨਾਲ ਲੋਕਾਂ ਨੂੰ ਵੱਡਾ ਲਾਭ ਮਿਲ ਰਿਹਾ ਹੈ ਅਤੇ ਇਹ ਆਉਣ ਵਾਲੀ ਸਰਕਾਰ ਦਾ ਵੀ ਮੁੱਖ ਮੁੱਦਾ ਰਹੇਗੀ। (1326, 916, 1505, 958)
article2-para: ਅੰਮ੍ਰਿਤਸਰ, 15 ਫਰਵਰੀ (ਚਰਨਜੀਤ ਸਿੰਘ)- ਸਿੱਖ ਵਿਦਿਆਰਥੀਆਂ ਨੂੰ ਧਰਮ ਤੇ ਸਿੱਖ ਵਿਰਸੇ ਨਾਲ ਜੋੜੀ ਰੱਖਣ ਲਈ ਖ਼ਾਲਸਾ ਕਾਲਜ ਅੰਮ੍ਰਿਤਸਰ ਨੇ ਇੱਕ ਉਪਰਾਲਾ ਕਰਦਿਆਂ ਗੁਰਮਤਿ ਸਟੱਡੀ ਸੈਂਟਰ ਸਥਾਪਤ ਕੀਤਾ ਹੈ। (942, 203, 1044, 318)
article3-para: ਕੁਰਾੜਾ/ ਸਾਹਨੇਵਾਲ 15 ਫਰਵਰੀ (ਸਾਬਕਾਜ ਸਿੰਘ ਗਾਬਾਜ਼) ਪੰਜਾਬ ਸਰਕਾਰ ਵੱਲੋਂ ਲੋਕਾਂ ਦੀ ਸਿਹਤ ਨੂੰ ਧਿਆਨ ਵਿੱਚ ਰੱਖਦਿਆਂ 10 ਲੱਖ ਸਿਹਤ ਬੀਮਾਂ ਯੋਜਨਾ ਸ਼ੁਰੂ ਕੀਤੀ ਗਈ ਹੈ। (1326, 966, 1505, 1025)
article1-para: ਗੁਰੂ ਸਾਹਿਬਾਨ ਨੇ ਦਸਤਾਰ ਨੂੰ ਸਿੱਖ ਦੇ ਸਰੂਪ ਦਾ ਅਟੁੱਟ ਅੰਗ ਬਣਾਇਆ। ਜਿਹੜਾ ਸਿਰ ਗੁਰੂ ਨੂੰ ਅਰਪਣ ਹੋ ਗਿਆ, ਉਸ ਉੱਤੇ ਸਜੀ ਦਸਤਾਰ ਉਸ ਦੀ ਸਰਦਾਰੀ ਦੀ ਨਿਸ਼ਾਨੀ ਹੈ। (6, 300, 220, 342)
article1-para: ਦਸਤਾਰ ਸਿੱਖ ਦੀ ਵੱਖਰੀ ਪਛਾਣ ਦੀ ਪ੍ਰਤੀਕ ਹੋਣ ਦੇ ਨਾਲ ਨਾਲ,ਅਣਖ,ਗੈਰਤ ਤੇ ਗੌਰਵ ਦੀ ਪ੍ਰਤੀਕ ਵੀ ਹੈ। ਦਸਤਾਰ ਨੂੰ ਪੱਗ ਜਾਂ ਸਿਰ ਮੰਡਨ ਵੱਜਣਾ ਸਮਝਣਾ ਠੀਕ ਨਹੀਂ ਕਿਉਂਕਿ ਦਸਤਾਰ ਸਿੱਖ ਦੇ ਸਿਰ ਦਾ ਤਾਜ ਹੈ। (6, 534, 220, 592)
yellow-swatch (737, 2396, 749, 2407)
college-building-icon (1053, 202, 1506, 497)
article6-para: ਉਹ ਆਪਣੇ ਲੋਕਾਂ, ਆਪਣੀ ਮਿੱਟੀ ਅਤੇ ਆਪਣੇ ਹੱਕਾਂ ਲਈ ਡਟ ਕੇ ਖੜ੍ਹਾ ਰਿਹਾ। ਉਸ ਦਾ ਮੰਨਣਾ ਸੀ ਕਿ ਪੰਜਾਬ ਦੇ ਹੱਕਾਂ ਦੀ ਲੜਾਈ ਸਿਰਫ਼ ਸਿਆਸੀ ਨਹੀਂ, ਸਗੋਂ ਜ਼ਮੀਰ ਦੀ ਲੜਾਈ ਹੈ। (1249, 1561, 1505, 1604)
quote-line: ਸੌਂ ਗਏ ਤਾਂ ਸੁਪਨੇ ਵੀ ਸੌਂ ਜਾਂਦੇ ਨੇ।" (1059, 1666, 1179, 1678)
article2-col-1 (942, 201, 1044, 713)
article6-author-note: (ਪ੍ਰਧਾਨ ਲੋਕ ਸਾਹਿਤ ਸਭਾ) (1326, 2335, 1421, 2346)
masthead-tagline: ਰੋਜ਼ ਦਾ ਪਹਿਰਾ (1443, 2, 1498, 13)
poem-line: ਮੇਰਾ ਸਿੱਖੀ ਸਿਦਕ ਨਾ ਜਾਵੇ। (534, 369, 636, 381)
article2-para: ਇਸ ਕੇਂਦਰ ਵਿਚ ਵਿਦਿਆਰਥੀਆਂ ਨੂੰ ਗੁਰਬਾਣੀ, ਸਿੱਖ ਇਤਿਹਾਸ, ਕੀਰਤਨ ਤੇ ਦਸਤਾਰ ਸਜਾਉਣ ਦੀ ਸਿਖਲਾਈ ਆਧੁਨਿਕ ਤਕਨੀਕਾਂ ਰਾਹੀਂ ਦਿੱਤੀ ਜਾ ਰਹੀ ਹੈ। (1206, 506, 1351, 562)
magenta-swatch (723, 2396, 734, 2407)
article1-para: ਦਸਤਾਰ ਸਿੱਖ ਦੀ ਵੱਖਰੀ ਪਛਾਣ ਦੀ ਪ੍ਰਤੀਕ ਹੋਣ ਦੇ ਨਾਲ ਨਾਲ,ਅਣਖ,ਗੈਰਤ ਤੇ ਗੌਰਵ ਦੀ ਪ੍ਰਤੀਕ ਵੀ ਹੈ। ਦਸਤਾਰ ਨੂੰ ਪੱਗ ਜਾਂ ਸਿਰ ਮੰਡਨ ਵੱਜਣਾ ਸਮਝਣਾ ਠੀਕ ਨਹੀਂ ਕਿਉਂਕਿ ਦਸਤਾਰ ਸਿੱਖ ਦੇ ਸਿਰ ਦਾ ਤਾਜ ਹੈ। (478, 218, 693, 276)
article1-para: ਦਸਤਾਰ ਸਿੱਖ ਦੀ ਵੱਖਰੀ ਪਛਾਣ ਦੀ ਪ੍ਰਤੀਕ ਹੋਣ ਦੇ ਨਾਲ ਨਾਲ,ਅਣਖ,ਗੈਰਤ ਤੇ ਗੌਰਵ ਦੀ ਪ੍ਰਤੀਕ ਵੀ ਹੈ। ਦਸਤਾਰ ਨੂੰ ਪੱਗ ਜਾਂ ਸਿਰ ਮੰਡਨ ਵੱਜਣਾ ਸਮਝਣਾ ਠੀਕ ਨਹੀਂ ਕਿਉਂਕਿ ਦਸਤਾਰ ਸਿੱਖ ਦੇ ਸਿਰ ਦਾ ਤਾਜ ਹੈ। (6, 350, 220, 408)
portrait-photo-1 (1139, 788, 1250, 908)
article1-para: ਦਸਤਾਰ ਸਿੱਖ ਦੀ ਵੱਖਰੀ ਪਛਾਣ ਦੀ ਪ੍ਰਤੀਕ ਹੋਣ ਦੇ ਨਾਲ ਨਾਲ,ਅਣਖ,ਗੈਰਤ ਤੇ ਗੌਰਵ ਦੀ ਪ੍ਰਤੀਕ ਵੀ ਹੈ। ਦਸਤਾਰ ਨੂੰ ਪੱਗ ਜਾਂ ਸਿਰ ਮੰਡਨ ਵੱਜਣਾ ਸਮਝਣਾ ਠੀਕ ਨਹੀਂ ਕਿਉਂਕਿ ਦਸਤਾਰ ਸਿੱਖ ਦੇ ਸਿਰ ਦਾ ਤਾਜ ਹੈ। (6, 716, 220, 775)
article6-para: ਭਾਵੇਂ ਅੱਜ ਉਹ ਸਾਡੇ ਵਿਚ ਨਹੀਂ, ਪਰ ਉਸ ਦੇ ਵਿਚਾਰ ਅੱਜ ਵੀ ਜਿਊਂਦੇ ਹਨ। ਸਰੀਰ ਮਰ ਜਾਂਦੇ ਹਨ ਪਰ ਜ਼ਮੀਰ ਦੀ ਜੋਤ ਕਦੇ ਨਹੀਂ ਬੁਝਦੀ। (997, 1689, 1241, 1717)
article6-para: ਭਾਵੇਂ ਅੱਜ ਉਹ ਸਾਡੇ ਵਿਚ ਨਹੀਂ, ਪਰ ਉਸ ਦੇ ਵਿਚਾਰ ਅੱਜ ਵੀ ਜਿਊਂਦੇ ਹਨ। ਸਰੀਰ ਮਰ ਜਾਂਦੇ ਹਨ ਪਰ ਜ਼ਮੀਰ ਦੀ ਜੋਤ ਕਦੇ ਨਹੀਂ ਬੁਝਦੀ। (595, 1592, 784, 1635)
article3-para: ਵੱਲੋਂ ਸ਼ੁਰੂ ਕੀਤੀ ਇਸ ਯੋਜਨਾ ਨਾਲ ਲੋਕਾਂ ਨੂੰ ਵੱਡਾ ਲਾਭ ਮਿਲ ਰਿਹਾ ਹੈ ਅਤੇ ਇਹ ਆਉਣ ਵਾਲੀ ਸਰਕਾਰ ਦਾ ਵੀ ਮੁੱਖ ਮੁੱਦਾ ਰਹੇਗੀ। (1139, 916, 1317, 958)
article1-para: ਗੁਰੂ ਸਾਹਿਬਾਨ ਨੇ ਦਸਤਾਰ ਨੂੰ ਸਿੱਖ ਦੇ ਸਰੂਪ ਦਾ ਅਟੁੱਟ ਅੰਗ ਬਣਾਇਆ। ਜਿਹੜਾ ਸਿਰ ਗੁਰੂ ਨੂੰ ਅਰਪਣ ਹੋ ਗਿਆ, ਉਸ ਉੱਤੇ ਸਜੀ ਦਸਤਾਰ ਉਸ ਦੀ ਸਰਦਾਰੀ ਦੀ ਨਿਸ਼ਾਨੀ ਹੈ। (715, 482, 928, 526)
article6-para: ਉਹ ਆਪਣੇ ਲੋਕਾਂ, ਆਪਣੀ ਮਿੱਟੀ ਅਤੇ ਆਪਣੇ ਹੱਕਾਂ ਲਈ ਡਟ ਕੇ ਖੜ੍ਹਾ ਰਿਹਾ। ਉਸ ਦਾ ਮੰਨਣਾ ਸੀ ਕਿ ਪੰਜਾਬ ਦੇ ਹੱਕਾਂ ਦੀ ਲੜਾਈ ਸਿਰਫ਼ ਸਿਆਸੀ ਨਹੀਂ, ਸਗੋਂ ਜ਼ਮੀਰ ਦੀ ਲੜਾਈ ਹੈ। (595, 1760, 784, 1818)
article1-para: ਦਸਤਾਰ ਸਿੱਖ ਦੀ ਵੱਖਰੀ ਪਛਾਣ ਦੀ ਪ੍ਰਤੀਕ ਹੋਣ ਦੇ ਨਾਲ ਨਾਲ,ਅਣਖ,ਗੈਰਤ ਤੇ ਗੌਰਵ ਦੀ ਪ੍ਰਤੀਕ ਵੀ ਹੈ। ਦਸਤਾਰ ਨੂੰ ਪੱਗ ਜਾਂ ਸਿਰ ਮੰਡਨ ਵੱਜਣਾ ਸਮਝਣਾ ਠੀਕ ਨਹੀਂ ਕਿਉਂਕਿ ਦਸਤਾਰ ਸਿੱਖ ਦੇ ਸਿਰ ਦਾ ਤਾਜ ਹੈ। (715, 350, 928, 408)
article1-col-4 (715, 166, 928, 1387)
article6-quote (997, 1650, 1241, 1680)
article5-para: ਸ੍ਰੀ ਫਤਿਹਗੜ੍ਹ, 15 ਫਰਵਰੀ (ਕੁਲਦੀਪ ਸਿੰਘ ਭੁਰਜਾਣਾ)-ਪੀ.ਯੂ.ਐਸ.ਸੀ. ਦੀ ਪ੍ਰਿੰਸੀਪਲ ਅਤੇ ਚੇਅਰਪਰਸਨ ਡਾ. ਨੀਨਾ ਸੇਠ ਪਜਨੀ ਨੇ ਪੰਜਾਬ ਯੂਨੀਵਰਸਿਟੀ, ਚੰਡੀਗੜ੍ਹ ਵਿਖੇ 5ਵੀਂ ਖੇਲੋ ਇੰਡੀਆ ਯੂਨੀਵਰਸਿਟੀ ਖੇਡਾਂ ਦੇ ਜੇਤੂ ਖਿਡਾਰੀਆਂ ਦੇ ਸਨਮਾਨ ਸਮਾਰੋਹ ਦੀ ਪ੍ਰਧਾਨਗੀ ਕੀਤੀ। (6, 1901, 191, 1990)
section-divider (942, 721, 1505, 722)
article1-para: ਦਸਤਾਰ ਸਿੱਖ ਦੀ ਵੱਖਰੀ ਪਛਾਣ ਦੀ ਪ੍ਰਤੀਕ ਹੋਣ ਦੇ ਨਾਲ ਨਾਲ,ਅਣਖ,ਗੈਰਤ ਤੇ ਗੌਰਵ ਦੀ ਪ੍ਰਤੀਕ ਵੀ ਹੈ। ਦਸਤਾਰ ਨੂੰ ਪੱਗ ਜਾਂ ਸਿਰ ਮੰਡਨ ਵੱਜਣਾ ਸਮਝਣਾ ਠੀਕ ਨਹੀਂ ਕਿਉਂਕਿ ਦਸਤਾਰ ਸਿੱਖ ਦੇ ਸਿਰ ਦਾ ਤਾਜ ਹੈ। (715, 534, 928, 592)
article1-para: ਗੁਰੂ ਸਾਹਿਬਾਨ ਨੇ ਦਸਤਾਰ ਨੂੰ ਸਿੱਖ ਦੇ ਸਰੂਪ ਦਾ ਅਟੁੱਟ ਅੰਗ ਬਣਾਇਆ। ਜਿਹੜਾ ਸਿਰ ਗੁਰੂ ਨੂੰ ਅਰਪਣ ਹੋ ਗਿਆ, ਉਸ ਉੱਤੇ ਸਜੀ ਦਸਤਾਰ ਉਸ ਦੀ ਸਰਦਾਰੀ ਦੀ ਨਿਸ਼ਾਨੀ ਹੈ। (478, 422, 693, 466)
article4-para: ਹੋਠ ਹਿੰਦ, ਭੰਗੜਾ ਅਤੇ ਲੋਕ ਗੀਤਾਂ ਦੀਆਂ ਮਨਮੋਹਕ ਪੇਸ਼ਕਾਰੀਆਂ ਨੇ ਸਭ ਦਾ ਮਨ ਮੋਹ ਲਿਆ। ਵਿਦਿਆਰਥੀਆਂ ਨੇ ਪਤੰਗ ਬਾਜ਼ੀ ਅਤੇ ਰੰਗੋਲੀ ਮੁਕਾਬਲਿਆਂ ਵਿਚ ਵੀ ਹਿੱਸਾ ਲਿਆ। (396, 1708, 581, 1766)
cyan-swatch (709, 2396, 720, 2407)
article2-para: ਇਸ ਕੇਂਦਰ ਵਿਚ ਵਿਦਿਆਰਥੀਆਂ ਨੂੰ ਗੁਰਬਾਣੀ, ਸਿੱਖ ਇਤਿਹਾਸ, ਕੀਰਤਨ ਤੇ ਦਸਤਾਰ ਸਜਾਉਣ ਦੀ ਸਿਖਲਾਈ ਆਧੁਨਿਕ ਤਕਨੀਕਾਂ ਰਾਹੀਂ ਦਿੱਤੀ ਜਾ ਰਹੀ ਹੈ। (1360, 569, 1505, 626)
article6-para: ਇੱਕ ਅਜੇਹ ਸ਼ਰਿਹ ਦਾ ਅਜਿਹਾ ਜਾਣਾ - ਪਛਾਣਿਆ ਸਿਤਾਰਾ ਜੋ 'ਦੀਪ ਸਿੱਧੂ' ਦੇ ਨਾਂ ਨਾਲ ਜਾਣਿਆ ਗਿਆ, ਕਿਸਾਨ ਅੰਦੋਲਨ ਦੇ ਦਿਨਾਂ ਵਿਚ ਸਟੇਜਾਂ ਤੋਂ ਗੂੰਜਦੀ ਉਸ ਦੀ ਆਵਾਜ਼ ਨੇ ਲੱਖਾਂ ਨੌਜਵਾਨਾਂ ਨੂੰ ਜਗਾਇਆ। (595, 1694, 784, 1752)
article1-para: ਕਿਸੇ ਵੀ ਅਣਜਾਣ ਵਿਅਕਤੀ ਦੇ ਦਸਤਾਰ ਵਾਲੇ ਸਿਰ ਉੱਤੇ ਹੱਥ ਪਾਉਣਾ ਸਿੱਖ ਦੀ ਗੈਰਤ ਨੂੰ ਵੰਗਾਰਨਾ ਹੈ। ਸਿੱਖ ਇਤਿਹਾਸ ਇਸ ਗੱਲ ਦਾ ਗਵਾਹ ਹੈ ਕਿ ਸਿੱਖਾਂ ਨੇ ਦਸਤਾਰ ਦੀ ਸ਼ਾਨ ਲਈ ਕਈ ਕੁਰਬਾਨੀਆਂ ਦਿੱਤੀਆਂ। (242, 350, 456, 408)
article1-para: ਕਿਸੇ ਵੀ ਅਣਜਾਣ ਵਿਅਕਤੀ ਦੇ ਦਸਤਾਰ ਵਾਲੇ ਸਿਰ ਉੱਤੇ ਹੱਥ ਪਾਉਣਾ ਸਿੱਖ ਦੀ ਗੈਰਤ ਨੂੰ ਵੰਗਾਰਨਾ ਹੈ। ਸਿੱਖ ਇਤਿਹਾਸ ਇਸ ਗੱਲ ਦਾ ਗਵਾਹ ਹੈ ਕਿ ਸਿੱਖਾਂ ਨੇ ਦਸਤਾਰ ਦੀ ਸ਼ਾਨ ਲਈ ਕਈ ਕੁਰਬਾਨੀਆਂ ਦਿੱਤੀਆਂ। (242, 167, 456, 225)
deep-sidhu-photo (792, 1458, 990, 1696)
author-avatar (1428, 2289, 1505, 2381)
article6-author-block (1249, 2286, 1505, 2384)
column-divider (703, 166, 704, 1387)
article6-para: ਉਹ ਆਪਣੇ ਲੋਕਾਂ, ਆਪਣੀ ਮਿੱਟੀ ਅਤੇ ਆਪਣੇ ਹੱਕਾਂ ਲਈ ਡਟ ਕੇ ਖੜ੍ਹਾ ਰਿਹਾ। ਉਸ ਦਾ ਮੰਨਣਾ ਸੀ ਕਿ ਪੰਜਾਬ ਦੇ ਹੱਕਾਂ ਦੀ ਲੜਾਈ ਸਿਰਫ਼ ਸਿਆਸੀ ਨਹੀਂ, ਸਗੋਂ ਜ਼ਮੀਰ ਦੀ ਲੜਾਈ ਹੈ। (595, 1526, 784, 1584)
section-divider (0, 1395, 583, 1396)
article2-para: ਇਸ ਕੇਂਦਰ ਵਿਚ ਵਿਦਿਆਰਥੀਆਂ ਨੂੰ ਗੁਰਬਾਣੀ, ਸਿੱਖ ਇਤਿਹਾਸ, ਕੀਰਤਨ ਤੇ ਦਸਤਾਰ ਸਜਾਉਣ ਦੀ ਸਿਖਲਾਈ ਆਧੁਨਿਕ ਤਕਨੀਕਾਂ ਰਾਹੀਂ ਦਿੱਤੀ ਜਾ ਰਹੀ ਹੈ। (942, 325, 1044, 411)
article1-para: ਕਿਸੇ ਵੀ ਅਣਜਾਣ ਵਿਅਕਤੀ ਦੇ ਦਸਤਾਰ ਵਾਲੇ ਸਿਰ ਉੱਤੇ ਹੱਥ ਪਾਉਣਾ ਸਿੱਖ ਦੀ ਗੈਰਤ ਨੂੰ ਵੰਗਾਰਨਾ ਹੈ। ਸਿੱਖ ਇਤਿਹਾਸ ਇਸ ਗੱਲ ਦਾ ਗਵਾਹ ਹੈ ਕਿ ਸਿੱਖਾਂ ਨੇ ਦਸਤਾਰ ਦੀ ਸ਼ਾਨ ਲਈ ਕਈ ਕੁਰਬਾਨੀਆਂ ਦਿੱਤੀਆਂ। (715, 233, 928, 292)
article1-para: ਦਸਤਾਰ ਸਿੱਖ ਦੀ ਵੱਖਰੀ ਪਛਾਣ ਦੀ ਪ੍ਰਤੀਕ ਹੋਣ ਦੇ ਨਾਲ ਨਾਲ,ਅਣਖ,ਗੈਰਤ ਤੇ ਗੌਰਵ ਦੀ ਪ੍ਰਤੀਕ ਵੀ ਹੈ। ਦਸਤਾਰ ਨੂੰ ਪੱਗ ਜਾਂ ਸਿਰ ਮੰਡਨ ਵੱਜਣਾ ਸਮਝਣਾ ਠੀਕ ਨਹੀਂ ਕਿਉਂਕਿ ਦਸਤਾਰ ਸਿੱਖ ਦੇ ਸਿਰ ਦਾ ਤਾਜ ਹੈ। (6, 167, 220, 225)
article6-para: ਜਨਮ 1984 ਤੋਂ ਲੈ ਕੇ 15 ਫਰਵਰੀ 2022 ਤੱਕ ਦਾ ਉਸ ਦਾ ਸਫ਼ਰ ਇਕ ਅਜਿਹੀ ਕਹਾਣੀ ਹੈ ਜੋ ਆਉਣ ਵਾਲੀਆਂ ਪੀੜ੍ਹੀਆਂ ਨੂੰ ਪ੍ਰੇਰਨਾ ਦਿੰਦੀ ਰਹੇਗੀ। (595, 1643, 784, 1686)
article1-para: ਦਸਤਾਰ ਸਿੱਖ ਦੀ ਵੱਖਰੀ ਪਛਾਣ ਦੀ ਪ੍ਰਤੀਕ ਹੋਣ ਦੇ ਨਾਲ ਨਾਲ,ਅਣਖ,ਗੈਰਤ ਤੇ ਗੌਰਵ ਦੀ ਪ੍ਰਤੀਕ ਵੀ ਹੈ। ਦਸਤਾਰ ਨੂੰ ਪੱਗ ਜਾਂ ਸਿਰ ਮੰਡਨ ਵੱਜਣਾ ਸਮਝਣਾ ਠੀਕ ਨਹੀਂ ਕਿਉਂਕਿ ਦਸਤਾਰ ਸਿੱਖ ਦੇ ਸਿਰ ਦਾ ਤਾਜ ਹੈ। (242, 650, 456, 709)
article6-headline: ਲੱਖ ਹੋਵੇ ਮੌਤ ਸਰੀਰਾਂ ਦੀ, ਨਹੀਂ ਬੁਝਦੀ ਜੋਤ ਜ਼ਮੀਰਾਂ ਦੀ (595, 1404, 1321, 1446)
article1-para: ਕਿਸੇ ਵੀ ਅਣਜਾਣ ਵਿਅਕਤੀ ਦੇ ਦਸਤਾਰ ਵਾਲੇ ਸਿਰ ਉੱਤੇ ਹੱਥ ਪਾਉਣਾ ਸਿੱਖ ਦੀ ਗੈਰਤ ਨੂੰ ਵੰਗਾਰਨਾ ਹੈ। ਸਿੱਖ ਇਤਿਹਾਸ ਇਸ ਗੱਲ ਦਾ ਗਵਾਹ ਹੈ ਕਿ ਸਿੱਖਾਂ ਨੇ ਦਸਤਾਰ ਦੀ ਸ਼ਾਨ ਲਈ ਕਈ ਕੁਰਬਾਨੀਆਂ ਦਿੱਤੀਆਂ। (242, 534, 456, 592)
article6-para: ਭਾਵੇਂ ਅੱਜ ਉਹ ਸਾਡੇ ਵਿਚ ਨਹੀਂ, ਪਰ ਉਸ ਦੇ ਵਿਚਾਰ ਅੱਜ ਵੀ ਜਿਊਂਦੇ ਹਨ। ਸਰੀਰ ਮਰ ਜਾਂਦੇ ਹਨ ਪਰ ਜ਼ਮੀਰ ਦੀ ਜੋਤ ਕਦੇ ਨਹੀਂ ਬੁਝਦੀ। (595, 1826, 784, 1869)
article1-phone: 98152-67963 (846, 727, 928, 741)
article4-para: ਸਿੱਖ ਅਤੇ ਡੀਨ ਅਕਾਦਮਿਕ ਮਾਮਲੇ ਡਾ. ਪ੍ਰਿਤਪਾਲ ਸਿੰਘ ਨੇ ਪ੍ਰੋਗਰਾਮ ਦੀ ਸਫਲਤਾ ਲਈ ਸਮੂਹ ਸਟਾਫ ਤੇ ਵਿਦਿਆਰਥੀਆਂ ਨੂੰ ਵਧਾਈ ਦਿੱਤੀ। (459, 1487, 581, 1546)
article3-headline: 10 ਲੱਖ ਸਿਹਤ ਬੀਮਾਂ ਯੋਜਨਾ ਆਗਾਮੀ ਸਰਕਾਰ ਦਾ ਮੁੱਦਾ ਰਹੇਗੀ :- ਸਨੀ ਕਟਾਣੀ (942, 730, 1466, 777)
section-divider (591, 1395, 1505, 1396)
article1-para: ਗੁਰੂ ਸਾਹਿਬਾਨ ਨੇ ਦਸਤਾਰ ਨੂੰ ਸਿੱਖ ਦੇ ਸਰੂਪ ਦਾ ਅਟੁੱਟ ਅੰਗ ਬਣਾਇਆ। ਜਿਹੜਾ ਸਿਰ ਗੁਰੂ ਨੂੰ ਅਰਪਣ ਹੋ ਗਿਆ, ਉਸ ਉੱਤੇ ਸਜੀ ਦਸਤਾਰ ਉਸ ਦੀ ਸਰਦਾਰੀ ਦੀ ਨਿਸ਼ਾਨੀ ਹੈ। (242, 416, 456, 460)
article5-col-1 (6, 1899, 191, 2388)
column-divider (231, 166, 232, 1387)
article1-para: ਕਿਸੇ ਵੀ ਅਣਜਾਣ ਵਿਅਕਤੀ ਦੇ ਦਸਤਾਰ ਵਾਲੇ ਸਿਰ ਉੱਤੇ ਹੱਥ ਪਾਉਣਾ ਸਿੱਖ ਦੀ ਗੈਰਤ ਨੂੰ ਵੰਗਾਰਨਾ ਹੈ। ਸਿੱਖ ਇਤਿਹਾਸ ਇਸ ਗੱਲ ਦਾ ਗਵਾਹ ਹੈ ਕਿ ਸਿੱਖਾਂ ਨੇ ਦਸਤਾਰ ਦੀ ਸ਼ਾਨ ਲਈ ਕਈ ਕੁਰਬਾਨੀਆਂ ਦਿੱਤੀਆਂ। (715, 416, 928, 474)
section-divider (0, 1822, 583, 1823)
article5-col-2 (199, 2057, 581, 2388)
article1-para: ਗੁਰੂ ਸਾਹਿਬਾਨ ਨੇ ਦਸਤਾਰ ਨੂੰ ਸਿੱਖ ਦੇ ਸਰੂਪ ਦਾ ਅਟੁੱਟ ਅੰਗ ਬਣਾਇਆ। ਜਿਹੜਾ ਸਿਰ ਗੁਰੂ ਨੂੰ ਅਰਪਣ ਹੋ ਗਿਆ, ਉਸ ਉੱਤੇ ਸਜੀ ਦਸਤਾਰ ਉਸ ਦੀ ਸਰਦਾਰੀ ਦੀ ਨਿਸ਼ਾਨੀ ਹੈ। (6, 666, 220, 709)
article1-author: ਰੋਸ਼ਨ - ਤਜਿੰਦਰ ਸਿੰਘ ਕੱਲ੍ਹਾ (811, 715, 928, 728)
khelo-india-banner: 5th Khelo India University Games (200, 1900, 373, 1917)
article6-para: ਇੱਕ ਅਜੇਹ ਸ਼ਰਿਹ ਦਾ ਅਜਿਹਾ ਜਾਣਾ - ਪਛਾਣਿਆ ਸਿਤਾਰਾ ਜੋ 'ਦੀਪ ਸਿੱਧੂ' ਦੇ ਨਾਂ ਨਾਲ ਜਾਣਿਆ ਗਿਆ, ਕਿਸਾਨ ਅੰਦੋਲਨ ਦੇ ਦਿਨਾਂ ਵਿਚ ਸਟੇਜਾਂ ਤੋਂ ਗੂੰਜਦੀ ਉਸ ਦੀ ਆਵਾਜ਼ ਨੇ ਲੱਖਾਂ ਨੌਜਵਾਨਾਂ ਨੂੰ ਜਗਾਇਆ। (997, 1546, 1241, 1589)
portrait-photo-2 (1257, 788, 1369, 908)
article1-headline: ਦਸਤਾਰ, ਸਰਦਾਰ, ਸਿਰਦਾਰ ਤੇ ਸਤਿਕਾਰ (6, 87, 750, 144)
article3-col-1 (942, 788, 1131, 1356)
article3-para: ਵੱਲੋਂ ਸ਼ੁਰੂ ਕੀਤੀ ਇਸ ਯੋਜਨਾ ਨਾਲ ਲੋਕਾਂ ਨੂੰ ਵੱਡਾ ਲਾਭ ਮਿਲ ਰਿਹਾ ਹੈ ਅਤੇ ਇਹ ਆਉਣ ਵਾਲੀ ਸਰਕਾਰ ਦਾ ਵੀ ਮੁੱਖ ਮੁੱਦਾ ਰਹੇਗੀ। (942, 973, 1131, 1016)
article2-para: ਪ੍ਰਿੰਸੀਪਲ ਨੇ ਦੱਸਿਆ ਕਿ ਸਾਲ 2022 ਵਿਚ ਸ਼ੁਰੂ ਹੋਏ ਇਸ ਕੇਂਦਰ ਵਿਚ ਹੁਣ ਤਕ ਸੈਂਕੜੇ ਵਿਦਿਆਰਥੀ ਲਾਭ ਲੈ ਚੁੱਕੇ ਹਨ। (1206, 569, 1351, 611)
article1-para: ਕਿਸੇ ਵੀ ਅਣਜਾਣ ਵਿਅਕਤੀ ਦੇ ਦਸਤਾਰ ਵਾਲੇ ਸਿਰ ਉੱਤੇ ਹੱਥ ਪਾਉਣਾ ਸਿੱਖ ਦੀ ਗੈਰਤ ਨੂੰ ਵੰਗਾਰਨਾ ਹੈ। ਸਿੱਖ ਇਤਿਹਾਸ ਇਸ ਗੱਲ ਦਾ ਗਵਾਹ ਹੈ ਕਿ ਸਿੱਖਾਂ ਨੇ ਦਸਤਾਰ ਦੀ ਸ਼ਾਨ ਲਈ ਕਈ ਕੁਰਬਾਨੀਆਂ ਦਿੱਤੀਆਂ। (6, 783, 220, 841)
article1-col-2 (243, 166, 456, 1387)
article1-para: ਦਸਤਾਰ ਸਿੱਖ ਦੀ ਵੱਖਰੀ ਪਛਾਣ ਦੀ ਪ੍ਰਤੀਕ ਹੋਣ ਦੇ ਨਾਲ ਨਾਲ,ਅਣਖ,ਗੈਰਤ ਤੇ ਗੌਰਵ ਦੀ ਪ੍ਰਤੀਕ ਵੀ ਹੈ। ਦਸਤਾਰ ਨੂੰ ਪੱਗ ਜਾਂ ਸਿਰ ਮੰਡਨ ਵੱਜਣਾ ਸਮਝਣਾ ਠੀਕ ਨਹੀਂ ਕਿਉਂਕਿ ਦਸਤਾਰ ਸਿੱਖ ਦੇ ਸਿਰ ਦਾ ਤਾਜ ਹੈ। (715, 167, 928, 225)
masthead-part-b: ਦਾ (1340, 13, 1370, 48)
article6-para: ਭਾਵੇਂ ਅੱਜ ਉਹ ਸਾਡੇ ਵਿਚ ਨਹੀਂ, ਪਰ ਉਸ ਦੇ ਵਿਚਾਰ ਅੱਜ ਵੀ ਜਿਊਂਦੇ ਹਨ। ਸਰੀਰ ਮਰ ਜਾਂਦੇ ਹਨ ਪਰ ਜ਼ਮੀਰ ਦੀ ਜੋਤ ਕਦੇ ਨਹੀਂ ਬੁਝਦੀ। (792, 1770, 989, 1813)
article3-para: ਕੁਰਾੜਾ/ ਸਾਹਨੇਵਾਲ 15 ਫਰਵਰੀ (ਸਾਬਕਾਜ ਸਿੰਘ ਗਾਬਾਜ਼) ਪੰਜਾਬ ਸਰਕਾਰ ਵੱਲੋਂ ਲੋਕਾਂ ਦੀ ਸਿਹਤ ਨੂੰ ਧਿਆਨ ਵਿੱਚ ਰੱਖਦਿਆਂ 10 ਲੱਖ ਸਿਹਤ ਬੀਮਾਂ ਯੋਜਨਾ ਸ਼ੁਰੂ ਕੀਤੀ ਗਈ ਹੈ। (1139, 966, 1317, 1025)
article2-para: ਪ੍ਰਿੰਸੀਪਲ ਨੇ ਦੱਸਿਆ ਕਿ ਸਾਲ 2022 ਵਿਚ ਸ਼ੁਰੂ ਹੋਏ ਇਸ ਕੇਂਦਰ ਵਿਚ ਹੁਣ ਤਕ ਸੈਂਕੜੇ ਵਿਦਿਆਰਥੀ ਲਾਭ ਲੈ ਚੁੱਕੇ ਹਨ। (1052, 506, 1197, 547)
article4-para: ਸਿੱਖ ਅਤੇ ਡੀਨ ਅਕਾਦਮਿਕ ਮਾਮਲੇ ਡਾ. ਪ੍ਰਿਤਪਾਲ ਸਿੰਘ ਨੇ ਪ੍ਰੋਗਰਾਮ ਦੀ ਸਫਲਤਾ ਲਈ ਸਮੂਹ ਸਟਾਫ ਤੇ ਵਿਦਿਆਰਥੀਆਂ ਨੂੰ ਵਧਾਈ ਦਿੱਤੀ। (201, 1708, 387, 1751)
article1-para: ਕਿਸੇ ਵੀ ਅਣਜਾਣ ਵਿਅਕਤੀ ਦੇ ਦਸਤਾਰ ਵਾਲੇ ਸਿਰ ਉੱਤੇ ਹੱਥ ਪਾਉਣਾ ਸਿੱਖ ਦੀ ਗੈਰਤ ਨੂੰ ਵੰਗਾਰਨਾ ਹੈ। ਸਿੱਖ ਇਤਿਹਾਸ ਇਸ ਗੱਲ ਦਾ ਗਵਾਹ ਹੈ ਕਿ ਸਿੱਖਾਂ ਨੇ ਦਸਤਾਰ ਦੀ ਸ਼ਾਨ ਲਈ ਕਈ ਕੁਰਬਾਨੀਆਂ ਦਿੱਤੀਆਂ। (6, 600, 220, 658)
article3-col-2 (1139, 914, 1505, 1356)
